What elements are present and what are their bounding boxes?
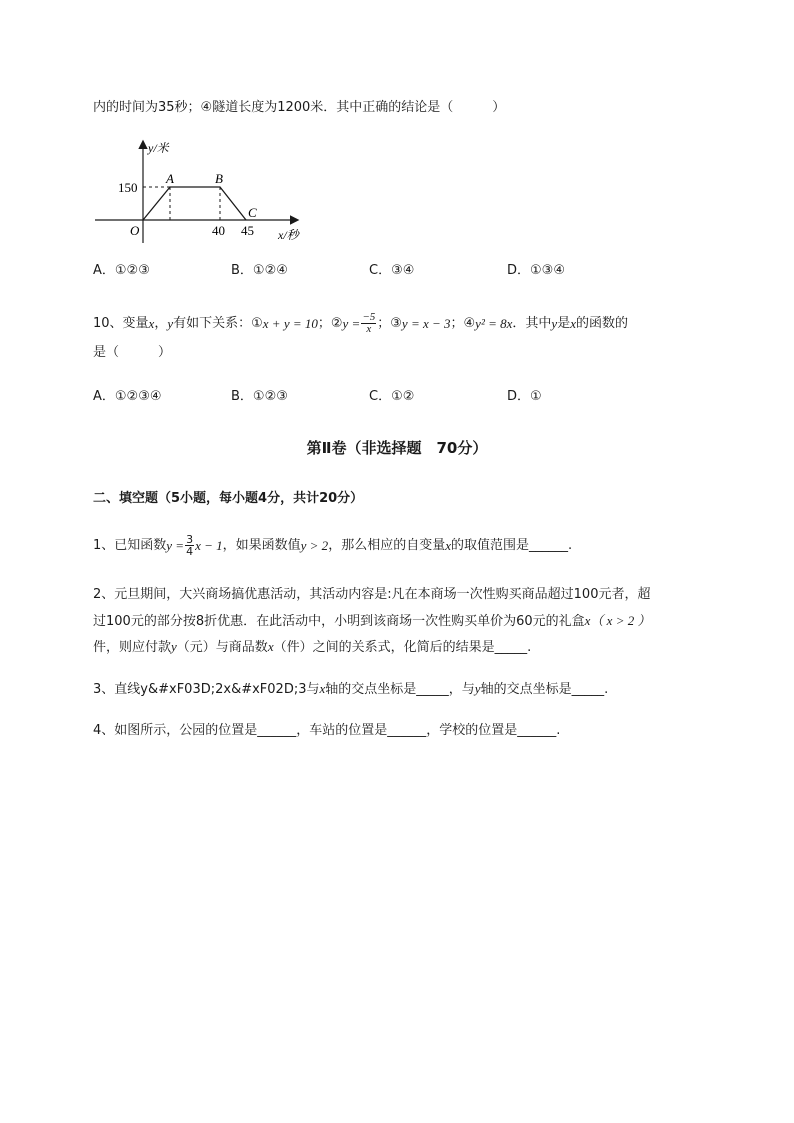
f1-tail: 的取值范围是______.: [450, 537, 573, 553]
part2-title: 第Ⅱ卷（非选择题 70分）: [306, 439, 488, 457]
f2-line2-cond: （ x > 2 ）: [590, 613, 651, 628]
f3-mid2: 轴的交点坐标是_____，与: [325, 682, 475, 697]
q9-option-a[interactable]: A．①②③: [93, 263, 150, 278]
q10-rel1: x + y = 10: [262, 315, 318, 331]
q9-option-c[interactable]: C．③④: [369, 263, 415, 278]
q10-rel4: y² = 8x: [475, 315, 513, 331]
fill-q2-line3: [93, 637, 531, 658]
f1-rest: x − 1: [195, 537, 223, 553]
f2-line3-b: （元）与商品数: [176, 640, 268, 655]
f1-prefix: 1、已知函数: [93, 537, 167, 553]
q10-sep2: ；③: [377, 315, 402, 331]
y-axis-label: y/米: [148, 141, 169, 155]
x-tick-40: 40: [212, 223, 225, 238]
q10-prefix: 10、变量: [93, 315, 149, 331]
fill-q1: [93, 534, 572, 557]
f2-line2-x: x: [584, 613, 591, 628]
f1-denominator: 4: [186, 545, 194, 558]
y-tick-150: 150: [118, 180, 138, 195]
q9-text-tail: 内的时间为35秒；④隧道长度为1200米．其中正确的结论是（ ）: [93, 100, 506, 115]
fill-q2-line2: [93, 611, 650, 632]
f3-code: y&#xF03D;2x&#xF02D;3: [140, 682, 307, 697]
f3-prefix: 3、直线: [93, 682, 141, 697]
f2-line3-x: x: [267, 639, 274, 654]
f1-fraction: [185, 534, 194, 557]
q10-tail-y: y: [551, 315, 558, 331]
f1-y-eq: y =: [166, 537, 185, 553]
point-b-label: B: [215, 171, 223, 186]
q10-rel2-denominator: x: [366, 323, 372, 335]
q10-var-y: y: [167, 315, 174, 331]
origin-label: O: [130, 223, 140, 238]
f3-y: y: [474, 681, 481, 696]
q10-sep3: ；④: [450, 315, 476, 331]
q10-rel2-numerator: −5: [362, 311, 376, 323]
q10-tail1: ．其中: [512, 315, 552, 331]
q10-option-c[interactable]: C．①②: [369, 389, 415, 404]
q10-tail3: 的函数的: [575, 315, 628, 331]
q10-rel2-fraction: [361, 312, 376, 335]
q10-option-a[interactable]: A．①②③④: [93, 389, 162, 404]
f1-cond: y > 2: [300, 537, 329, 553]
q9-graph: [92, 138, 322, 248]
graph-line: [143, 187, 246, 220]
q10-option-d[interactable]: D．①: [507, 389, 542, 404]
q10-stem-line1: [93, 312, 628, 335]
fill-q4: 4、如图所示，公园的位置是______，车站的位置是______，学校的位置是______.: [93, 723, 561, 738]
x-axis-label: x/秒: [278, 228, 299, 242]
f2-line3-c: （件）之间的关系式，化简后的结果是_____.: [273, 640, 532, 655]
f2-line3-y: y: [171, 639, 177, 654]
f1-numerator: 3: [186, 533, 194, 546]
q10-stem-line2: 是（ ）: [93, 345, 172, 360]
section-heading: 二、填空题（5小题，每小题4分，共计20分）: [93, 491, 364, 506]
q10-rel-intro: 有如下关系：①: [173, 315, 263, 331]
q10-comma: ，: [154, 315, 168, 331]
f1-var: x: [445, 537, 451, 553]
f2-line3-a: 件，则应付款: [93, 640, 172, 655]
q10-sep1: ；②: [317, 315, 343, 331]
f2-line2-text: 过100元的部分按8折优惠．在此活动中，小明到该商场一次性购买单价为60元的礼盒: [93, 614, 585, 629]
f1-mid2: ，那么相应的自变量: [328, 537, 446, 553]
x-tick-45: 45: [241, 223, 254, 238]
q10-rel2-lhs: y =: [342, 315, 361, 331]
point-a-label: A: [166, 171, 174, 186]
f3-tail: 轴的交点坐标是_____.: [480, 682, 609, 697]
q10-option-b[interactable]: B．①②③: [231, 389, 288, 404]
f1-mid: ，如果函数值: [222, 537, 301, 553]
q10-tail2: 是: [557, 315, 571, 331]
q10-tail-x: x: [570, 315, 576, 331]
f3-mid1: 与: [306, 682, 320, 697]
f3-x: x: [319, 681, 326, 696]
q10-rel3: y = x − 3: [401, 315, 451, 331]
fill-q2-line1: 2、元旦期间，大兴商场搞优惠活动，其活动内容是:凡在本商场一次性购买商品超过100元者，超: [93, 587, 651, 602]
point-c-label: C: [248, 205, 257, 220]
q10-var-x: x: [148, 315, 155, 331]
q9-option-d[interactable]: D．①③④: [507, 263, 565, 278]
q9-option-b[interactable]: B．①②④: [231, 263, 288, 278]
fill-q3: [93, 679, 608, 700]
